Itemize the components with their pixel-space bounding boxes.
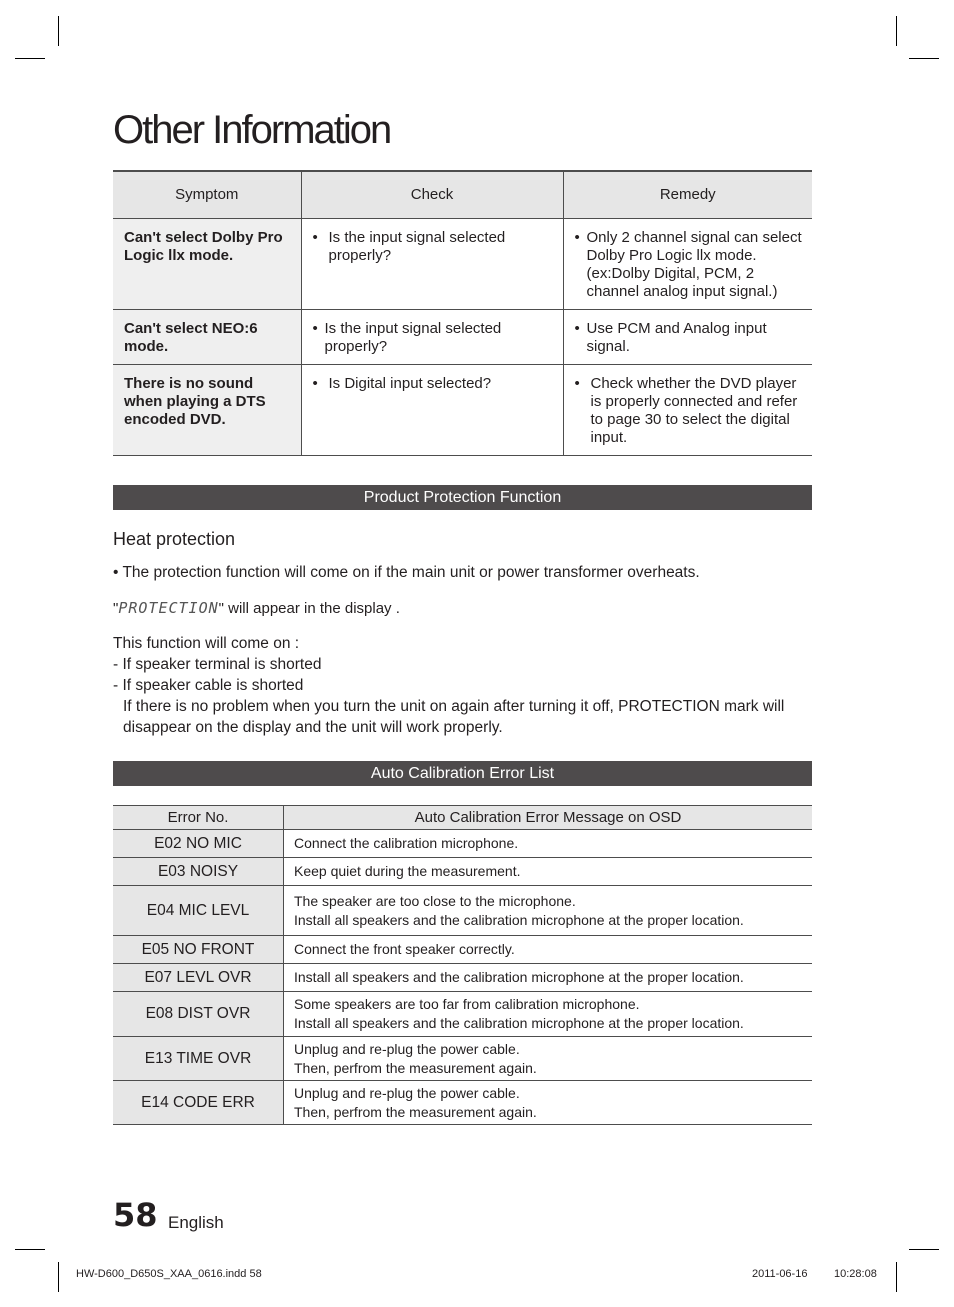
message-line: Install all speakers and the calibration microphone at the proper location. <box>294 1015 744 1031</box>
check-text: Is the input signal selected properly? <box>328 229 506 264</box>
remedy-cell <box>563 365 812 456</box>
error-code: E05 NO FRONT <box>113 936 284 964</box>
error-message <box>284 992 813 1037</box>
crop-mark <box>58 1262 59 1292</box>
message-line: Install all speakers and the calibration microphone at the proper location. <box>294 911 744 928</box>
symptom-cell: Can't select Dolby Pro Logic llx mode. <box>113 219 301 310</box>
message-header: Auto Calibration Error Message on OSD <box>284 806 813 830</box>
crop-mark <box>909 58 939 59</box>
check-cell <box>301 365 563 456</box>
page-language: English <box>168 1213 224 1232</box>
table-row <box>113 1037 812 1081</box>
message-line: Then, perfrom the measurement again. <box>294 1059 537 1076</box>
error-no-header: Error No. <box>113 806 284 830</box>
crop-mark <box>15 1249 45 1250</box>
table-header-row <box>113 806 812 830</box>
remedy-text: Only 2 channel signal can select Dolby Pro Logic llx mode. (ex:Dolby Digital, PCM, 2 channel analog input signal.) <box>586 229 802 300</box>
condition-item: - If speaker cable is shorted <box>113 677 304 694</box>
bullet-dot: • <box>312 229 318 246</box>
remedy-text: Use PCM and Analog input signal. <box>586 320 767 355</box>
conditions-block <box>113 633 812 738</box>
message-line: Unplug and re-plug the power cable. <box>294 1084 520 1101</box>
bullet-dot: • <box>574 229 580 246</box>
error-code: E02 NO MIC <box>113 830 284 858</box>
check-text: Is the input signal selected properly? <box>324 320 502 355</box>
message-line: Keep quiet during the measurement. <box>294 863 521 879</box>
crop-mark <box>58 16 59 46</box>
protection-note: If there is no problem when you turn the unit on again after turning it off, PROTECTION mark will disappear on the display and the unit will work properly. <box>123 698 785 736</box>
table-row <box>113 992 812 1037</box>
check-cell <box>301 219 563 310</box>
message-line: The speaker are too close to the microphone. <box>294 892 576 909</box>
error-message <box>284 858 813 886</box>
page-title: Other Information <box>113 108 391 152</box>
error-code: E03 NOISY <box>113 858 284 886</box>
check-header: Check <box>301 171 563 219</box>
symptom-cell: There is no sound when playing a DTS encoded DVD. <box>113 365 301 456</box>
table-row <box>113 310 812 365</box>
error-code: E08 DIST OVR <box>113 992 284 1037</box>
remedy-cell <box>563 219 812 310</box>
table-row <box>113 219 812 310</box>
section-bar-protection: Product Protection Function <box>113 485 812 510</box>
symptom-header: Symptom <box>113 171 301 219</box>
table-row <box>113 830 812 858</box>
crop-mark <box>896 16 897 46</box>
message-line: Connect the front speaker correctly. <box>294 941 515 957</box>
quote-mark: " <box>218 600 224 617</box>
bullet-dot: • <box>312 375 318 392</box>
page-number: 58 <box>113 1196 158 1234</box>
check-text: Is Digital input selected? <box>328 375 492 392</box>
message-line: Unplug and re-plug the power cable. <box>294 1040 520 1057</box>
bullet-dot: • <box>113 564 123 581</box>
bullet-dot: • <box>312 320 318 337</box>
error-message <box>284 886 813 936</box>
footer-file: HW-D600_D650S_XAA_0616.indd 58 <box>76 1268 262 1280</box>
display-suffix: will appear in the display . <box>223 600 400 617</box>
table-header-row <box>113 171 812 219</box>
table-row <box>113 886 812 936</box>
protection-bullet <box>113 562 700 583</box>
error-code: E04 MIC LEVL <box>113 886 284 936</box>
table-row <box>113 858 812 886</box>
protection-display-text: PROTECTION <box>118 599 219 617</box>
footer-date: 2011-06-16 <box>752 1268 808 1280</box>
error-message <box>284 1037 813 1081</box>
protection-bullet-text: The protection function will come on if the main unit or power transformer overheats. <box>122 564 700 581</box>
error-code: E07 LEVL OVR <box>113 964 284 992</box>
troubleshooting-table <box>113 170 812 456</box>
error-message <box>284 936 813 964</box>
message-line: Some speakers are too far from calibration microphone. <box>294 996 640 1012</box>
error-message <box>284 830 813 858</box>
remedy-text: Check whether the DVD player is properly connected and refer to page 30 to select the digital input. <box>590 375 798 446</box>
error-message <box>284 1081 813 1125</box>
table-row <box>113 1081 812 1125</box>
heat-protection-heading: Heat protection <box>113 529 236 549</box>
condition-item: - If speaker terminal is shorted <box>113 656 322 673</box>
message-line: Install all speakers and the calibration microphone at the proper location. <box>294 969 744 985</box>
message-line: Connect the calibration microphone. <box>294 835 519 851</box>
display-message <box>113 598 400 619</box>
check-cell <box>301 310 563 365</box>
table-row <box>113 936 812 964</box>
bullet-dot: • <box>574 320 580 337</box>
calibration-error-table <box>113 805 812 1125</box>
remedy-header: Remedy <box>563 171 812 219</box>
conditions-intro: This function will come on : <box>113 635 300 652</box>
crop-mark <box>15 58 45 59</box>
symptom-cell: Can't select NEO:6 mode. <box>113 310 301 365</box>
crop-mark <box>896 1262 897 1292</box>
table-row <box>113 365 812 456</box>
remedy-cell <box>563 310 812 365</box>
error-code: E14 CODE ERR <box>113 1081 284 1125</box>
table-row <box>113 964 812 992</box>
message-line: Then, perfrom the measurement again. <box>294 1103 537 1120</box>
quote-mark: " <box>113 600 119 617</box>
error-code: E13 TIME OVR <box>113 1037 284 1081</box>
crop-mark <box>909 1249 939 1250</box>
bullet-dot: • <box>574 375 580 392</box>
section-bar-calibration: Auto Calibration Error List <box>113 761 812 786</box>
error-message <box>284 964 813 992</box>
footer-time: 10:28:08 <box>834 1268 877 1280</box>
